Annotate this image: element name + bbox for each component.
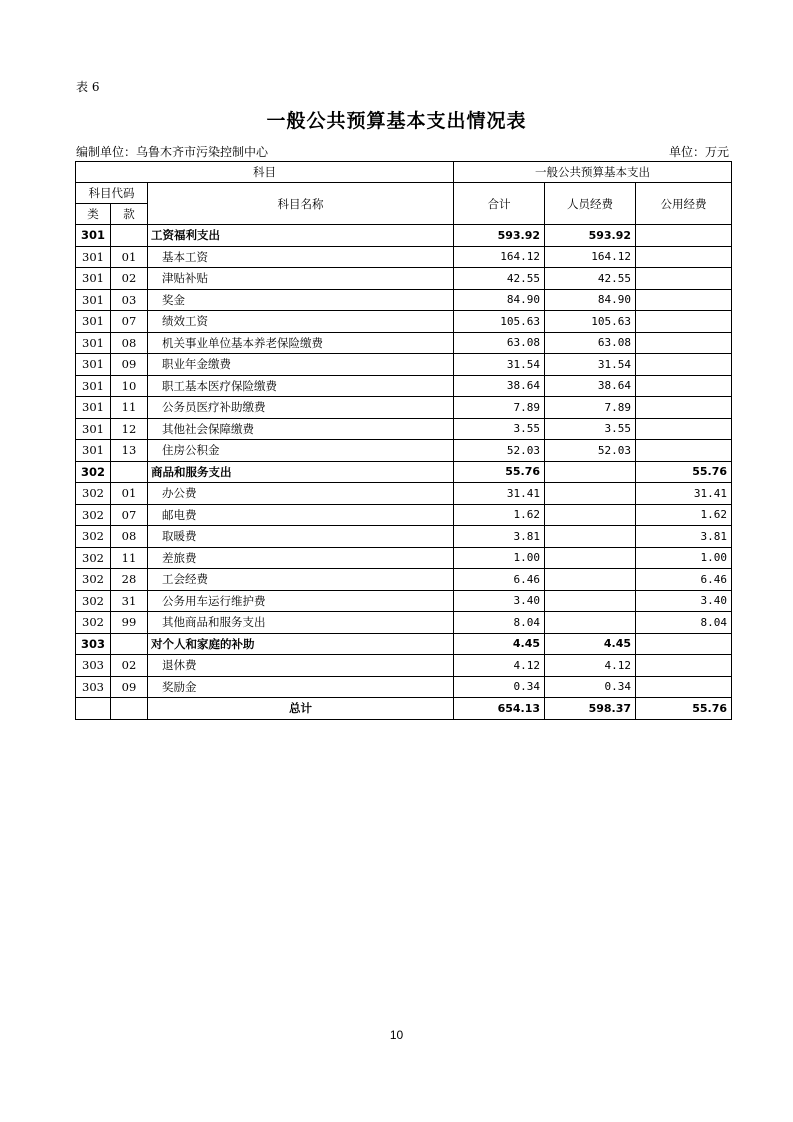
class-code: 301 [76, 354, 111, 376]
total-value: 84.90 [454, 289, 545, 311]
total-value: 7.89 [454, 397, 545, 419]
public-value [636, 311, 732, 333]
class-code: 301 [76, 268, 111, 290]
personnel-value [545, 612, 636, 634]
item-code: 99 [111, 612, 148, 634]
personnel-value: 0.34 [545, 676, 636, 698]
public-value [636, 375, 732, 397]
subject-name: 退休费 [148, 655, 454, 677]
personnel-value: 4.45 [545, 633, 636, 655]
public-value [636, 397, 732, 419]
total-value: 164.12 [454, 246, 545, 268]
personnel-value: 38.64 [545, 375, 636, 397]
table-row [76, 225, 732, 247]
table-row [76, 375, 732, 397]
class-code: 301 [76, 332, 111, 354]
subject-name: 奖金 [148, 289, 454, 311]
compiling-unit: 编制单位：乌鲁木齐市污染控制中心 [76, 145, 269, 159]
class-code: 303 [76, 676, 111, 698]
table-row [76, 569, 732, 591]
subject-name: 取暖费 [148, 526, 454, 548]
table-row [76, 246, 732, 268]
table-row [76, 655, 732, 677]
item-code: 13 [111, 440, 148, 462]
document-title: 一般公共预算基本支出情况表 [266, 110, 527, 132]
public-value [636, 225, 732, 247]
item-code [111, 225, 148, 247]
header-subject: 科目 [76, 162, 454, 183]
table-row [76, 354, 732, 376]
public-value [636, 246, 732, 268]
item-code: 02 [111, 655, 148, 677]
total-value: 8.04 [454, 612, 545, 634]
item-code: 10 [111, 375, 148, 397]
table-row [76, 612, 732, 634]
item-code: 07 [111, 504, 148, 526]
header-budget-group: 一般公共预算基本支出 [454, 162, 732, 183]
personnel-value: 105.63 [545, 311, 636, 333]
total-value: 38.64 [454, 375, 545, 397]
subject-name: 对个人和家庭的补助 [148, 633, 454, 655]
total-value: 4.12 [454, 655, 545, 677]
header-row-2 [76, 183, 732, 204]
subject-name: 职业年金缴费 [148, 354, 454, 376]
class-code: 302 [76, 569, 111, 591]
table-number: 表 6 [76, 80, 100, 94]
personnel-value: 52.03 [545, 440, 636, 462]
table-row [76, 461, 732, 483]
total-item-cell [111, 698, 148, 720]
class-code: 302 [76, 483, 111, 505]
subject-name: 绩效工资 [148, 311, 454, 333]
table-row [76, 483, 732, 505]
public-value [636, 676, 732, 698]
subject-name: 差旅费 [148, 547, 454, 569]
item-code: 01 [111, 483, 148, 505]
personnel-value [545, 590, 636, 612]
subject-name: 津贴补贴 [148, 268, 454, 290]
grand-public: 55.76 [636, 698, 732, 720]
personnel-value [545, 526, 636, 548]
subject-name: 工资福利支出 [148, 225, 454, 247]
table-row [76, 418, 732, 440]
personnel-value: 63.08 [545, 332, 636, 354]
total-value: 31.41 [454, 483, 545, 505]
class-code: 302 [76, 526, 111, 548]
item-code: 11 [111, 547, 148, 569]
public-value: 1.00 [636, 547, 732, 569]
header-class: 类 [76, 204, 111, 225]
subject-name: 住房公积金 [148, 440, 454, 462]
table-row [76, 547, 732, 569]
class-code: 302 [76, 547, 111, 569]
public-value [636, 633, 732, 655]
table-row [76, 440, 732, 462]
class-code: 301 [76, 375, 111, 397]
public-value [636, 332, 732, 354]
subject-name: 邮电费 [148, 504, 454, 526]
subject-name: 商品和服务支出 [148, 461, 454, 483]
table-row [76, 504, 732, 526]
personnel-value [545, 504, 636, 526]
item-code: 08 [111, 332, 148, 354]
item-code: 02 [111, 268, 148, 290]
subject-name: 其他社会保障缴费 [148, 418, 454, 440]
total-value: 3.81 [454, 526, 545, 548]
total-value: 105.63 [454, 311, 545, 333]
class-code: 301 [76, 311, 111, 333]
total-value: 55.76 [454, 461, 545, 483]
total-value: 3.55 [454, 418, 545, 440]
public-value: 55.76 [636, 461, 732, 483]
total-value: 31.54 [454, 354, 545, 376]
public-value [636, 655, 732, 677]
currency-unit: 单位：万元 [668, 145, 729, 159]
public-value [636, 268, 732, 290]
item-code [111, 461, 148, 483]
public-value: 6.46 [636, 569, 732, 591]
item-code: 08 [111, 526, 148, 548]
header-item: 款 [111, 204, 148, 225]
subject-name: 其他商品和服务支出 [148, 612, 454, 634]
public-value [636, 289, 732, 311]
table-row [76, 289, 732, 311]
total-value: 63.08 [454, 332, 545, 354]
header-public: 公用经费 [636, 183, 732, 225]
item-code: 09 [111, 676, 148, 698]
personnel-value: 593.92 [545, 225, 636, 247]
personnel-value [545, 569, 636, 591]
class-code: 302 [76, 612, 111, 634]
total-class-cell [76, 698, 111, 720]
subject-name: 职工基本医疗保险缴费 [148, 375, 454, 397]
item-code: 11 [111, 397, 148, 419]
personnel-value [545, 547, 636, 569]
class-code: 301 [76, 440, 111, 462]
table-row [76, 397, 732, 419]
public-value [636, 440, 732, 462]
personnel-value: 42.55 [545, 268, 636, 290]
table-row [76, 268, 732, 290]
personnel-value [545, 461, 636, 483]
header-personnel: 人员经费 [545, 183, 636, 225]
personnel-value: 31.54 [545, 354, 636, 376]
personnel-value: 164.12 [545, 246, 636, 268]
class-code: 303 [76, 655, 111, 677]
header-name: 科目名称 [148, 183, 454, 225]
item-code: 03 [111, 289, 148, 311]
public-value: 3.40 [636, 590, 732, 612]
subject-name: 机关事业单位基本养老保险缴费 [148, 332, 454, 354]
table-row [76, 311, 732, 333]
total-value: 1.62 [454, 504, 545, 526]
header-row-1 [76, 162, 732, 183]
class-code: 303 [76, 633, 111, 655]
item-code: 28 [111, 569, 148, 591]
table-row [76, 526, 732, 548]
total-value: 52.03 [454, 440, 545, 462]
public-value [636, 418, 732, 440]
class-code: 301 [76, 418, 111, 440]
public-value [636, 354, 732, 376]
public-value: 1.62 [636, 504, 732, 526]
total-value: 42.55 [454, 268, 545, 290]
personnel-value: 4.12 [545, 655, 636, 677]
table-row [76, 676, 732, 698]
total-value: 1.00 [454, 547, 545, 569]
class-code: 301 [76, 225, 111, 247]
public-value: 3.81 [636, 526, 732, 548]
page-number: 10 [389, 1028, 404, 1042]
personnel-value: 3.55 [545, 418, 636, 440]
grand-personnel: 598.37 [545, 698, 636, 720]
total-value: 593.92 [454, 225, 545, 247]
subject-name: 工会经费 [148, 569, 454, 591]
class-code: 301 [76, 246, 111, 268]
table-row [76, 332, 732, 354]
header-total: 合计 [454, 183, 545, 225]
table-row [76, 590, 732, 612]
subject-name: 公务员医疗补助缴费 [148, 397, 454, 419]
class-code: 302 [76, 461, 111, 483]
table-row [76, 633, 732, 655]
personnel-value: 7.89 [545, 397, 636, 419]
total-value: 3.40 [454, 590, 545, 612]
item-code: 09 [111, 354, 148, 376]
subject-name: 公务用车运行维护费 [148, 590, 454, 612]
subject-name: 奖励金 [148, 676, 454, 698]
budget-table [75, 161, 732, 720]
total-row [76, 698, 732, 720]
item-code: 12 [111, 418, 148, 440]
personnel-value: 84.90 [545, 289, 636, 311]
subject-name: 办公费 [148, 483, 454, 505]
item-code: 31 [111, 590, 148, 612]
total-value: 6.46 [454, 569, 545, 591]
class-code: 302 [76, 590, 111, 612]
item-code [111, 633, 148, 655]
grand-total: 654.13 [454, 698, 545, 720]
class-code: 302 [76, 504, 111, 526]
personnel-value [545, 483, 636, 505]
header-code: 科目代码 [76, 183, 148, 204]
total-value: 4.45 [454, 633, 545, 655]
item-code: 07 [111, 311, 148, 333]
subject-name: 基本工资 [148, 246, 454, 268]
public-value: 8.04 [636, 612, 732, 634]
class-code: 301 [76, 289, 111, 311]
total-value: 0.34 [454, 676, 545, 698]
total-label: 总计 [148, 698, 454, 720]
public-value: 31.41 [636, 483, 732, 505]
class-code: 301 [76, 397, 111, 419]
item-code: 01 [111, 246, 148, 268]
